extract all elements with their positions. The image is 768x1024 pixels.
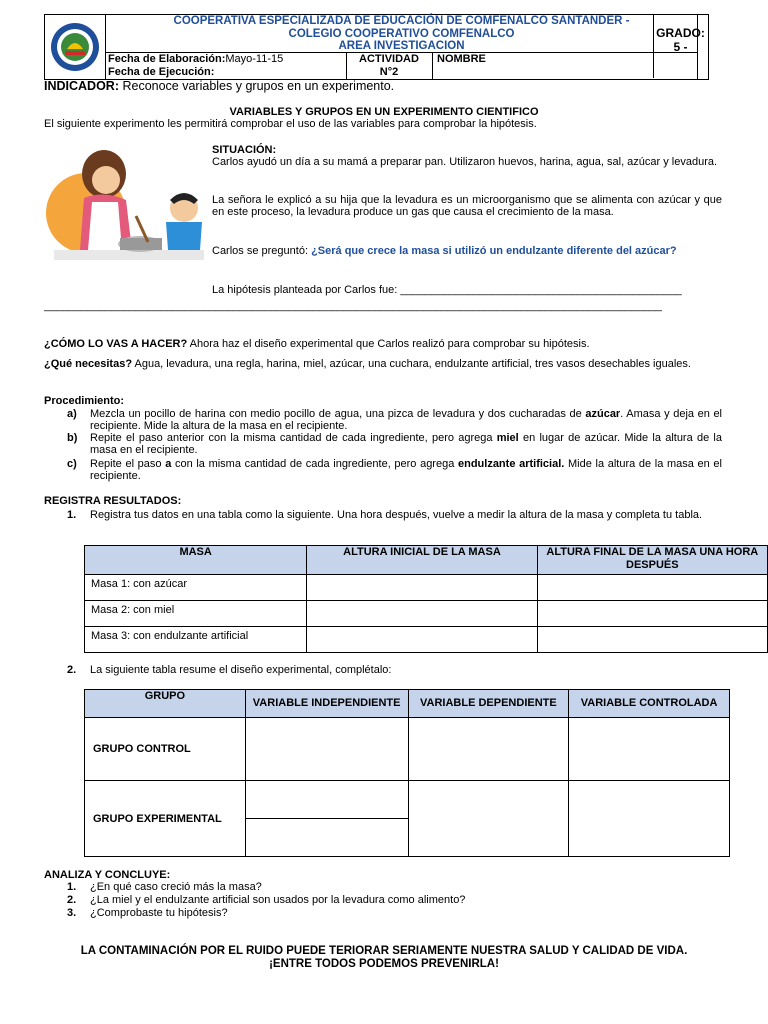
table-row-label: Masa 3: con endulzante artificial	[85, 627, 307, 653]
table-header-row	[85, 546, 768, 575]
situation-p1: Carlos ayudó un día a su mamá a preparar pan. Utilizaron huevos, harina, agua, sal, azúcar y levadura.	[212, 156, 718, 168]
table-input-cell[interactable]	[245, 718, 408, 781]
activity-label: ACTIVIDAD	[359, 53, 419, 65]
table-input-cell[interactable]	[307, 627, 537, 653]
procedure-c-part3: Mide la altura de la masa en el recipiente.	[90, 458, 722, 482]
procedure-a-part2: . Amasa y deja en el recipiente. Mide la altura de la masa en el recipiente.	[90, 408, 723, 432]
procedure-a-part1: Mezcla un pocillo de harina con medio pocillo de agua, una pizca de levadura y dos cucharadas de	[90, 408, 586, 420]
results-item1-text: Registra tus datos en una tabla como la siguiente. Una hora después, vuelve a medir la altura de la masa y completa tu tabla.	[90, 509, 703, 521]
table-input-cell[interactable]	[245, 781, 408, 819]
school-seal-icon	[45, 15, 106, 79]
document-header	[44, 14, 709, 80]
table-input-cell[interactable]	[307, 601, 537, 627]
situation-question: ¿Será que crece la masa si utilizó un endulzante diferente del azúcar?	[311, 245, 677, 257]
grade-value: 5 -	[673, 40, 688, 54]
analyze-question: ¿Comprobaste tu hipótesis?	[90, 907, 228, 919]
results-item2-num: 2.	[67, 664, 77, 676]
table-row-label: GRUPO EXPERIMENTAL	[85, 781, 246, 857]
needs-label: ¿Qué necesitas?	[44, 358, 133, 370]
procedure-c-letter: c)	[67, 458, 77, 470]
table-input-cell[interactable]	[307, 575, 537, 601]
procedure-label: Procedimiento:	[44, 395, 125, 407]
situation-p3-prefix: Carlos se preguntó:	[212, 245, 312, 257]
procedure-c-part2: con la misma cantidad de cada ingrediente, pero agrega	[171, 458, 458, 470]
execution-label: Fecha de Ejecución:	[108, 65, 215, 78]
analyze-question: ¿En qué caso creció más la masa?	[90, 881, 262, 893]
results-label: REGISTRA RESULTADOS:	[44, 495, 182, 507]
procedure-a-letter: a)	[67, 408, 77, 420]
grade-box	[653, 14, 707, 78]
procedure-b-bold: miel	[496, 432, 519, 444]
table-input-cell[interactable]	[569, 781, 730, 857]
indicator-label: INDICADOR:	[44, 79, 119, 93]
activity-cell	[346, 53, 433, 79]
analyze-num: 2.	[67, 894, 77, 906]
table-header-cell: ALTURA FINAL DE LA MASA UNA HORA DESPUÉS	[537, 546, 767, 575]
intro-text: El siguiente experimento les permitirá comprobar el uso de las variables para comprobar la hipótesis.	[44, 118, 537, 130]
results-item1-num: 1.	[67, 509, 77, 521]
indicator	[44, 80, 394, 92]
table-row	[85, 781, 730, 819]
grade-label: GRADO:	[656, 26, 705, 40]
analyze-num: 3.	[67, 907, 77, 919]
table-input-cell[interactable]	[569, 718, 730, 781]
header-title-line3: AREA INVESTIGACION	[338, 40, 465, 52]
table-row	[85, 718, 730, 781]
dates-cell	[106, 53, 347, 79]
table-header-cell: ALTURA INICIAL DE LA MASA	[307, 546, 537, 575]
procedure-b-part1: Repite el paso anterior con la misma cantidad de cada ingrediente, pero agrega	[90, 432, 497, 444]
table-header-cell: VARIABLE DEPENDIENTE	[408, 690, 569, 718]
answer-underline: _____________________________________________________________________________________________________	[44, 300, 662, 312]
procedure-a-bold: azúcar	[585, 408, 621, 420]
table-header-row	[85, 690, 730, 718]
header-title	[106, 15, 697, 53]
procedure-c-bold1: a	[165, 458, 172, 470]
hypothesis-line: La hipótesis planteada por Carlos fue: ______________________________________________	[212, 284, 682, 296]
table-input-cell[interactable]	[408, 718, 569, 781]
analyze-num: 1.	[67, 881, 77, 893]
footer-line1: LA CONTAMINACIÓN POR EL RUIDO PUEDE TERIORAR SERIAMENTE NUESTRA SALUD Y CALIDAD DE VIDA.	[80, 945, 688, 957]
mother-child-cooking-illustration	[44, 138, 206, 268]
footer-line2: ¡ENTRE TODOS PODEMOS PREVENIRLA!	[269, 958, 499, 970]
how-text: Ahora haz el diseño experimental que Carlos realizó para comprobar su hipótesis.	[187, 338, 590, 350]
table-row	[85, 627, 768, 653]
situation-p2: La señora le explicó a su hija que la levadura es un microorganismo que se alimenta con azúcar y que en este proceso, la levadura produce un gas que causa el crecimiento de la masa.	[212, 194, 722, 218]
indicator-text: Reconoce variables y grupos en un experimento.	[119, 79, 395, 93]
table-row-label: Masa 1: con azúcar	[85, 575, 307, 601]
analyze-question: ¿La miel y el endulzante artificial son usados por la levadura como alimento?	[90, 894, 466, 906]
name-label: NOMBRE	[437, 53, 486, 65]
table-header-cell: VARIABLE INDEPENDIENTE	[245, 690, 408, 718]
activity-number: N°2	[379, 65, 399, 78]
header-title-line1: COOPERATIVA ESPECIALIZADA DE EDUCACIÓN DE COMFENALCO SANTANDER -	[173, 15, 630, 27]
situation-p3	[212, 245, 722, 257]
header-title-line2: COLEGIO COOPERATIVO COMFENALCO	[288, 27, 515, 40]
elaboration-label: Fecha de Elaboración:	[108, 53, 226, 65]
results-table	[84, 545, 768, 653]
procedure-c-text	[90, 458, 722, 482]
page-title: VARIABLES Y GRUPOS EN UN EXPERIMENTO CIENTIFICO	[229, 106, 539, 118]
table-row-label: GRUPO CONTROL	[85, 718, 246, 781]
design-table	[84, 689, 730, 857]
table-input-cell[interactable]	[537, 601, 767, 627]
table-input-cell[interactable]	[408, 781, 569, 857]
needs-section	[44, 358, 722, 370]
table-row	[85, 575, 768, 601]
table-header-cell: GRUPO	[85, 690, 246, 718]
procedure-b-part2: en lugar de azúcar. Mide la altura de la masa en el recipiente.	[90, 432, 722, 456]
table-header-cell: VARIABLE CONTROLADA	[569, 690, 730, 718]
results-item2-text: La siguiente tabla resume el diseño experimental, complétalo:	[90, 664, 392, 676]
needs-text: Agua, levadura, una regla, harina, miel, azúcar, una cuchara, endulzante artificial, tres vasos desechables iguales.	[132, 358, 691, 370]
table-row-label: Masa 2: con miel	[85, 601, 307, 627]
table-input-cell[interactable]	[537, 575, 767, 601]
procedure-b-letter: b)	[67, 432, 78, 444]
table-input-cell[interactable]	[245, 819, 408, 857]
table-input-cell[interactable]	[537, 627, 767, 653]
procedure-c-part1: Repite el paso	[90, 458, 166, 470]
procedure-a-text	[90, 408, 722, 432]
procedure-b-text	[90, 432, 722, 456]
analyze-label: ANALIZA Y CONCLUYE:	[44, 869, 171, 881]
elaboration-value: Mayo-11-15	[225, 53, 284, 65]
table-row	[85, 601, 768, 627]
situation-label: SITUACIÓN:	[212, 144, 277, 156]
how-label: ¿CÓMO LO VAS A HACER?	[44, 338, 188, 350]
table-header-cell: MASA	[85, 546, 307, 575]
how-section	[44, 338, 724, 350]
procedure-c-bold2: endulzante artificial.	[457, 458, 565, 470]
